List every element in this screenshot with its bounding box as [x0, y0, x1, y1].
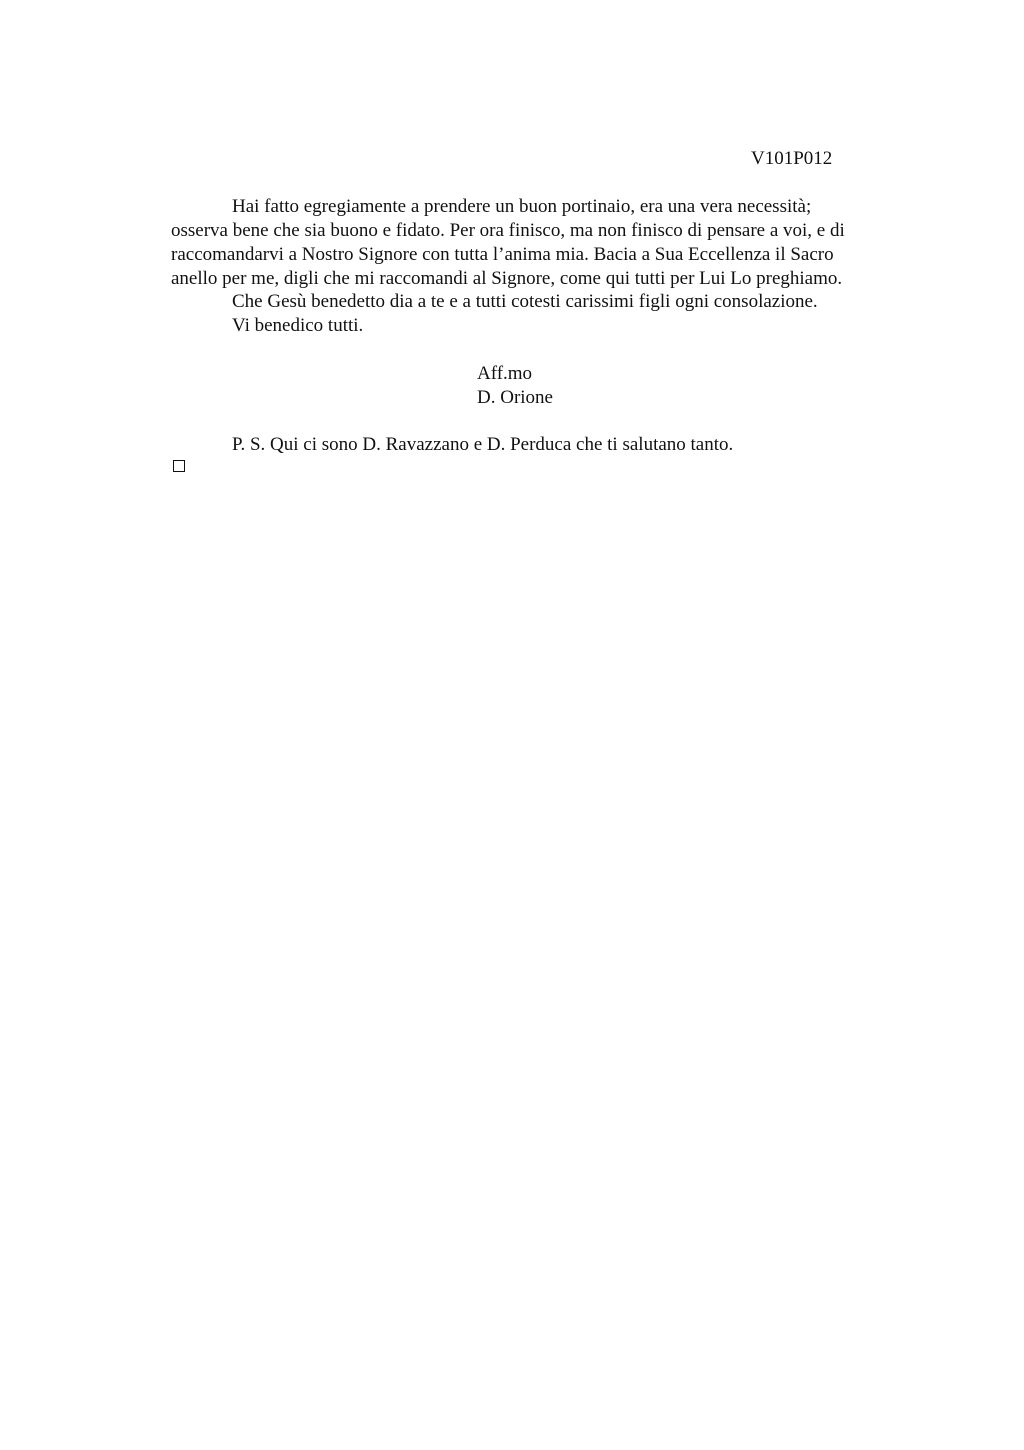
body-line-6: Vi benedico tutti.: [232, 315, 364, 336]
body-line-2: osserva bene che sia buono e fidato. Per ora finisco, ma non finisco di pensare a voi, e di: [171, 220, 845, 241]
document-reference: V101P012: [751, 148, 833, 169]
body-line-4: anello per me, digli che mi raccomandi al Signore, come qui tutti per Lui Lo preghiamo.: [171, 268, 843, 289]
empty-square-icon: [173, 460, 185, 472]
body-line-1: Hai fatto egregiamente a prendere un buon portinaio, era una vera necessità;: [232, 196, 812, 217]
body-line-5: Che Gesù benedetto dia a te e a tutti cotesti carissimi figli ogni consolazione.: [232, 291, 818, 312]
postscript: P. S. Qui ci sono D. Ravazzano e D. Perduca che ti salutano tanto.: [232, 434, 734, 455]
body-line-3: raccomandarvi a Nostro Signore con tutta l’anima mia. Bacia a Sua Eccellenza il Sacro: [171, 244, 834, 265]
closing: Aff.mo: [477, 363, 533, 384]
signature: D. Orione: [477, 387, 553, 408]
